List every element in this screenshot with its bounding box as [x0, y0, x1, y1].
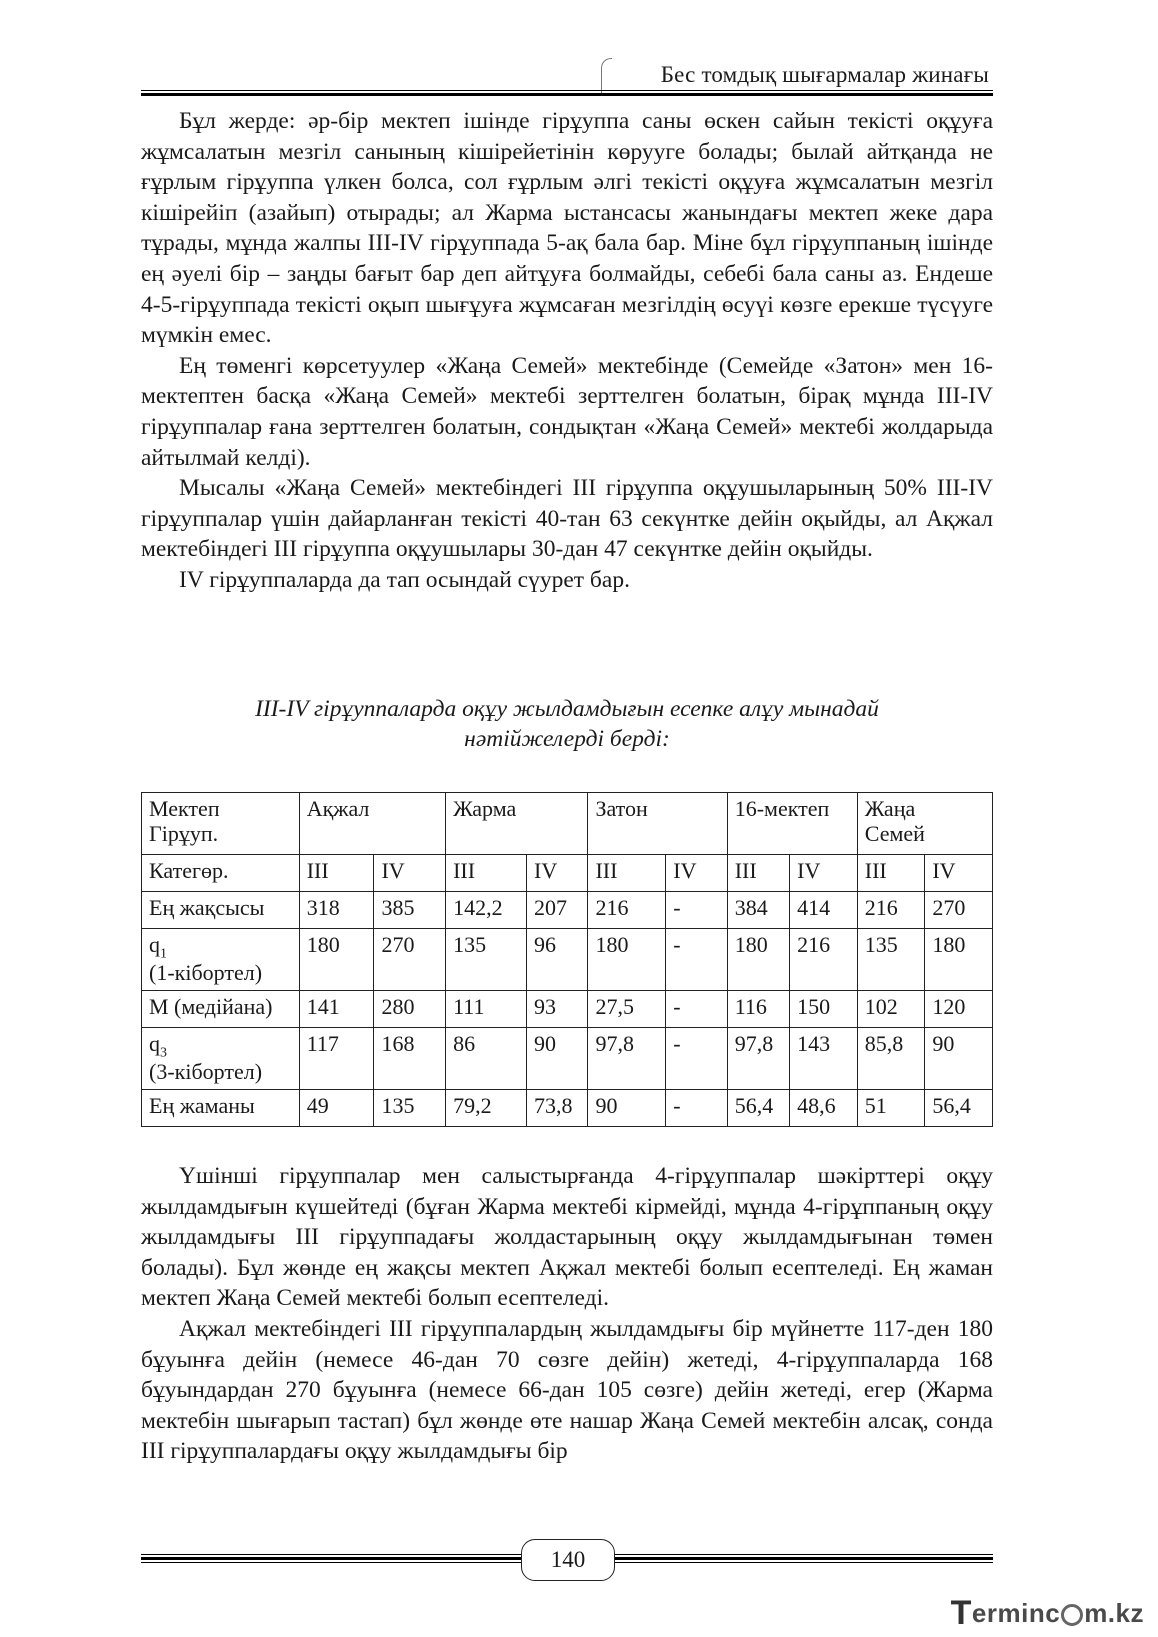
- table-cell: 280: [374, 991, 446, 1028]
- table-cell: 270: [925, 892, 993, 929]
- watermark-text: erminc: [971, 1597, 1061, 1628]
- table-cell: 270: [374, 929, 446, 991]
- table-row: [142, 991, 993, 1028]
- table-cell: 73,8: [527, 1090, 588, 1127]
- table-row: [142, 1090, 993, 1127]
- school-header-line-1: Жаңа: [864, 796, 916, 821]
- header-bracket-ornament: [601, 58, 612, 93]
- table-cell: 318: [299, 892, 374, 929]
- paragraph: ІV гірұуппаларда да тап осындай сүурет бар.: [179, 566, 630, 593]
- table-row: [142, 892, 993, 929]
- page-number-box: [521, 1539, 615, 1581]
- page-number: 140: [550, 1547, 586, 1572]
- table-cell: 384: [727, 892, 789, 929]
- table-cell: 117: [299, 1028, 374, 1090]
- group-header: ІV: [374, 855, 446, 892]
- table-cell: 56,4: [925, 1090, 993, 1127]
- paragraph: Ақжал мектебіндегі ІІІ гірұуппалардың жылдамдығы бір мүйнетте 117-ден 180 бұуынға дейін (немесе 46-дан 70 сөзге дейін) жетеді, 4-гірұуппаларда 168 бұуындардан 270 бұуынға (немесе 66-дан 105 сөзге) дейін жетеді, егер (Жарма мектебін шығарып тастап) бұл жөнде өте нашар Жаңа Семей мектебін алсақ, сонда ІІІ гірұуппалардағы оқұу жылдамдығы бір: [141, 1315, 993, 1465]
- symbol-subscript: 3: [160, 1045, 167, 1061]
- table-cell: 135: [446, 929, 527, 991]
- table-cell: 27,5: [588, 991, 666, 1028]
- bottom-text-block: [141, 1161, 993, 1467]
- paragraph: Ең төменгі көрсетуулер «Жаңа Семей» мектебінде (Семейде «Затон» мен 16-мектептен басқа «Жаңа Семей» мектебі зерттелген болатын, бірақ мұнда ІІІ-ІV гірұуппалар ғана зерттелген болатын, сондықтан «Жаңа Семей» мектебі жолдарыда айтылмай келді).: [141, 352, 993, 471]
- table-cell: 207: [527, 892, 588, 929]
- table-cell: 90: [527, 1028, 588, 1090]
- table-cell: 142,2: [446, 892, 527, 929]
- table-cell: 111: [446, 991, 527, 1028]
- header-rule-thick: [141, 93, 993, 96]
- school-header: Жарма: [446, 793, 588, 855]
- table-cell: 79,2: [446, 1090, 527, 1127]
- school-header: Ақжал: [299, 793, 445, 855]
- group-header: ІV: [527, 855, 588, 892]
- table-cell: 102: [857, 991, 925, 1028]
- group-header: ІV: [925, 855, 993, 892]
- symbol-q: q: [149, 1031, 160, 1056]
- group-header: ІІІ: [727, 855, 789, 892]
- corner-line-2: Гірұуп.: [149, 821, 219, 846]
- top-text-block: [141, 106, 993, 596]
- category-label: Категөр.: [142, 855, 300, 892]
- table-cell: 180: [727, 929, 789, 991]
- group-header: ІІІ: [588, 855, 666, 892]
- row-label: Ең жаманы: [142, 1090, 300, 1127]
- header-rule: [141, 90, 993, 91]
- school-header: 16-мектеп: [727, 793, 857, 855]
- caption-line-1: ІІІ-ІV гірұуппаларда оқұу жылдамдығын есепке алұу мынадай: [255, 696, 879, 722]
- table-cell: -: [666, 929, 727, 991]
- table-cell: -: [666, 991, 727, 1028]
- table-cell: 116: [727, 991, 789, 1028]
- table-cell: 56,4: [727, 1090, 789, 1127]
- table-cell: -: [666, 892, 727, 929]
- table-cell: 216: [790, 929, 858, 991]
- table-cell: 97,8: [727, 1028, 789, 1090]
- group-header: ІІІ: [299, 855, 374, 892]
- row-label: [142, 929, 300, 991]
- school-header-line-2: Семей: [864, 821, 925, 846]
- group-header: ІV: [790, 855, 858, 892]
- table-cell: 180: [588, 929, 666, 991]
- table-cell: 86: [446, 1028, 527, 1090]
- table-cell: 93: [527, 991, 588, 1028]
- watermark-letter: T: [950, 1593, 972, 1632]
- table-cell: 216: [857, 892, 925, 929]
- symbol-q: q: [149, 932, 160, 957]
- row-label-line-2: (1-кібортел): [149, 960, 263, 986]
- table-cell: 85,8: [857, 1028, 925, 1090]
- symbol-subscript: 1: [160, 946, 167, 962]
- table-cell: 48,6: [790, 1090, 858, 1127]
- row-label: Ең жақсысы: [142, 892, 300, 929]
- group-header: ІV: [666, 855, 727, 892]
- paragraph: Үшінші гірұуппалар мен салыстырғанда 4-гірұуппалар шәкірттері оқұу жылдамдығын күшейтеді (бұған Жарма мектебі кірмейді, мұнда 4-гірұппаның оқұу жылдамдығы ІІІ гірұуппадағы жолдастарының оқұу жылдамдығынан төмен болады). Бұл жөнде ең жақсы мектеп Ақжал мектебі болып есептеледі. Ең жаман мектеп Жаңа Семей мектебі болып есептеледі.: [141, 1163, 993, 1312]
- table-cell: 135: [857, 929, 925, 991]
- group-header: ІІІ: [857, 855, 925, 892]
- table-cell: 97,8: [588, 1028, 666, 1090]
- watermark-text: m.kz: [1084, 1597, 1144, 1628]
- site-watermark: [951, 1595, 1144, 1631]
- table-cell: 216: [588, 892, 666, 929]
- reading-speed-table: [141, 792, 993, 1127]
- table-header-row: [142, 793, 993, 855]
- magnifier-icon: [1061, 1604, 1083, 1626]
- row-label: [142, 1028, 300, 1090]
- table-cell: 385: [374, 892, 446, 929]
- table-row: [142, 929, 993, 991]
- table-cell: 141: [299, 991, 374, 1028]
- table-cell: 414: [790, 892, 858, 929]
- row-label-line-2: (3-кібортел): [149, 1059, 263, 1085]
- table-row: [142, 1028, 993, 1090]
- table-cell: 96: [527, 929, 588, 991]
- caption-line-2: нәтійжелерді берді:: [464, 726, 670, 752]
- table-cell: -: [666, 1028, 727, 1090]
- table-caption: [141, 694, 993, 754]
- table-cell: 51: [857, 1090, 925, 1127]
- table-cell: 49: [299, 1090, 374, 1127]
- corner-header-cell: [142, 793, 300, 855]
- table-cell: 168: [374, 1028, 446, 1090]
- book-title: Бес томдық шығармалар жинағы: [660, 62, 989, 87]
- row-label: М (медійана): [142, 991, 300, 1028]
- paragraph: Мысалы «Жаңа Семей» мектебіндегі ІІІ гірұуппа оқұушыларының 50% ІІІ-ІV гірұуппалар үшін дайарланған текісті 40-тан 63 секүнтке дейін оқыйды, ал Ақжал мектебіндегі ІІІ гірұуппа оқұушылары 30-дан 47 секүнтке дейін оқыйды.: [141, 475, 993, 563]
- table-cell: 143: [790, 1028, 858, 1090]
- group-header: ІІІ: [446, 855, 527, 892]
- table-cell: 90: [588, 1090, 666, 1127]
- table-cell: 120: [925, 991, 993, 1028]
- running-header: [141, 54, 993, 98]
- table-cell: 180: [299, 929, 374, 991]
- school-header: [857, 793, 992, 855]
- table-cell: 180: [925, 929, 993, 991]
- page-footer: [141, 1537, 993, 1587]
- table-cell: 90: [925, 1028, 993, 1090]
- paragraph: Бұл жерде: әр-бір мектеп ішінде гірұуппа саны өскен сайын текісті оқұуға жұмсалатын мезгіл санының кішірейетінін көрууге болады; былай айтқанда не ғұрлым гірұуппа үлкен болса, сол ғұрлым әлгі текісті оқұуға жұмсалатын мезгіл кішірейіп (азайып) отырады; ал Жарма ыстансасы жанындағы мектеп жеке дара тұрады, мұнда жалпы ІІІ-ІV гірұуппада 5-ақ бала бар. Міне бұл гірұуппаның ішінде ең әуелі бір – заңды бағыт бар деп айтұуға болмайды, себебі бала саны аз. Ендеше 4-5-гірұуппада текісті оқып шығұуға жұмсаған мезгілдің өсуүі көзге ерекше түсүуге мүмкін емес.: [141, 108, 993, 349]
- corner-line-1: Мектеп: [149, 796, 220, 821]
- table-cell: 135: [374, 1090, 446, 1127]
- table-cell: -: [666, 1090, 727, 1127]
- table-cell: 150: [790, 991, 858, 1028]
- school-header: Затон: [588, 793, 727, 855]
- category-row: [142, 855, 993, 892]
